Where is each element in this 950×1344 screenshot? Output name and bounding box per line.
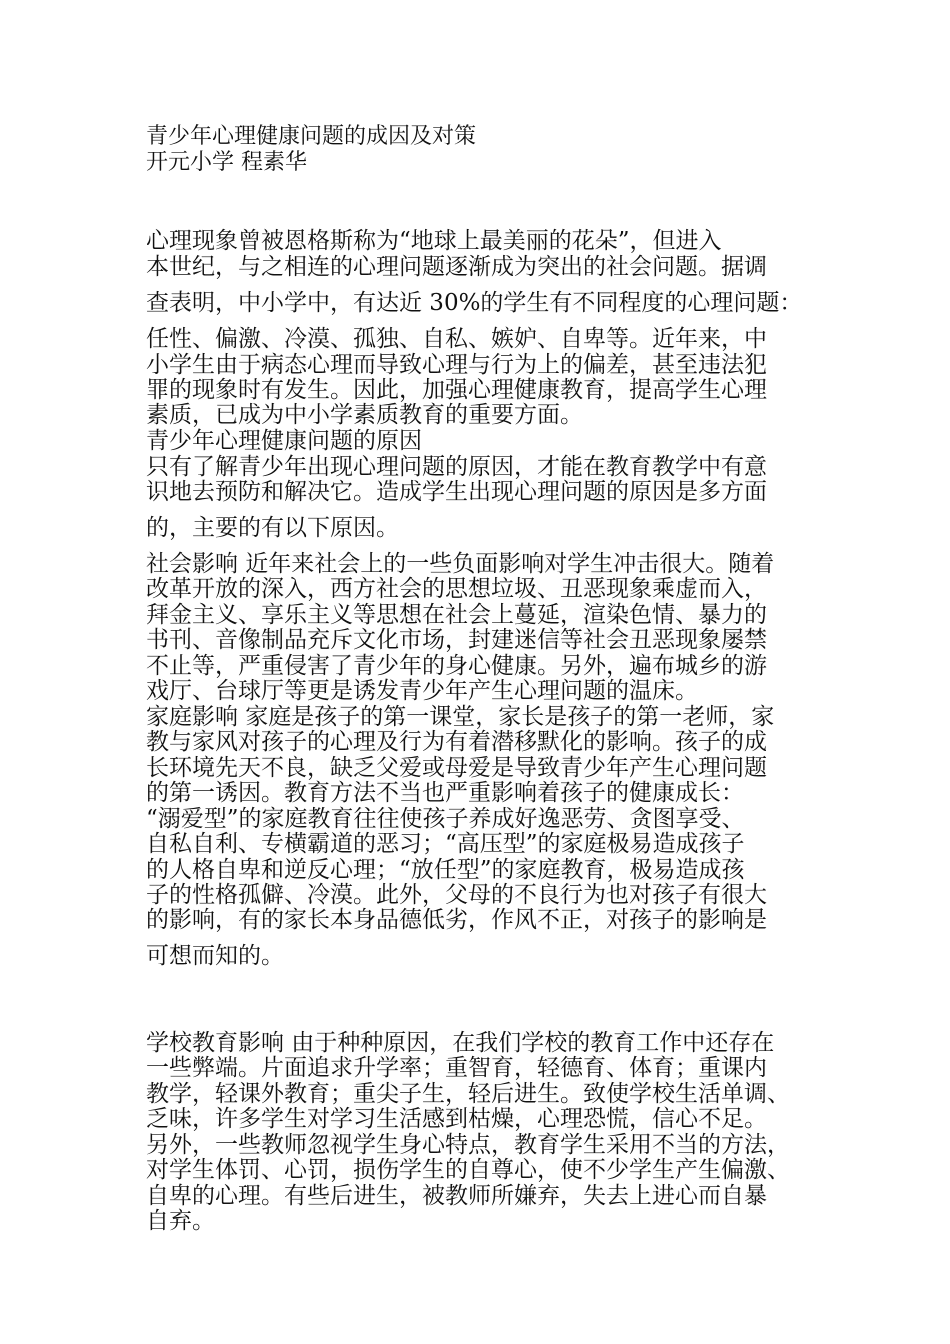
school-line: 学校教育影响 由于种种原因，在我们学校的教育工作中还存在 [146, 1030, 775, 1056]
intro-line: 小学生由于病态心理而导致心理与行为上的偏差，甚至违法犯 [146, 352, 767, 378]
school-line: 自弃。 [146, 1208, 215, 1234]
intro-line: 罪的现象时有发生。因此，加强心理健康教育，提高学生心理 [146, 377, 767, 403]
section-line: 识地去预防和解决它。造成学生出现心理问题的原因是多方面 [146, 479, 767, 505]
doc-author: 开元小学 程素华 [146, 150, 307, 175]
social-line: 书刊、音像制品充斥文化市场，封建迷信等社会丑恶现象屡禁 [146, 627, 767, 653]
family-line: 子的性格孤僻、冷漠。此外，父母的不良行为也对孩子有很大 [146, 882, 767, 908]
family-line: 可想而知的。 [146, 943, 284, 969]
school-line: 另外，一些教师忽视学生身心特点，教育学生采用不当的方法， [146, 1132, 790, 1158]
family-line: 的人格自卑和逆反心理；“放任型”的家庭教育，极易造成孩 [146, 857, 745, 883]
doc-title: 青少年心理健康问题的成因及对策 [146, 124, 477, 149]
family-line: 长环境先天不良，缺乏父爱或母爱是导致青少年产生心理问题 [146, 755, 767, 781]
family-line: 家庭影响 家庭是孩子的第一课堂，家长是孩子的第一老师，家 [146, 704, 775, 730]
social-line: 改革开放的深入，西方社会的思想垃圾、丑恶现象乘虚而入， [146, 576, 767, 602]
school-line: 自卑的心理。有些后进生，被教师所嫌弃，失去上进心而自暴 [146, 1183, 767, 1209]
social-line: 社会影响 近年来社会上的一些负面影响对学生冲击很大。随着 [146, 551, 775, 577]
family-line: 自私自利、专横霸道的恶习；“高压型”的家庭极易造成孩子 [146, 831, 745, 857]
section-line: 只有了解青少年出现心理问题的原因，才能在教育教学中有意 [146, 454, 767, 480]
family-line: 教与家风对孩子的心理及行为有着潜移默化的影响。孩子的成 [146, 729, 767, 755]
social-line: 不止等，严重侵害了青少年的身心健康。另外，遍布城乡的游 [146, 653, 767, 679]
social-line: 戏厅、台球厅等更是诱发青少年产生心理问题的温床。 [146, 678, 698, 704]
section-line: 的，主要的有以下原因。 [146, 515, 399, 541]
section-heading: 青少年心理健康问题的原因 [146, 428, 422, 454]
family-line: 的第一诱因。教育方法不当也严重影响着孩子的健康成长： [146, 780, 744, 806]
intro-line: 心理现象曾被恩格斯称为“地球上最美丽的花朵”，但进入 [146, 228, 722, 254]
social-line: 拜金主义、享乐主义等思想在社会上蔓延，渲染色情、暴力的 [146, 602, 767, 628]
school-line: 对学生体罚、心罚，损伤学生的自尊心，使不少学生产生偏激、 [146, 1157, 790, 1183]
school-line: 教学，轻课外教育；重尖子生，轻后进生。致使学校生活单调、 [146, 1081, 790, 1107]
intro-line: 任性、偏激、冷漠、孤独、自私、嫉妒、自卑等。近年来，中 [146, 326, 767, 352]
intro-line: 本世纪，与之相连的心理问题逐渐成为突出的社会问题。据调 [146, 254, 767, 280]
intro-line: 查表明，中小学中，有达近 30%的学生有不同程度的心理问题： [146, 290, 803, 316]
family-line: 的影响，有的家长本身品德低劣，作风不正，对孩子的影响是 [146, 907, 767, 933]
family-line: “溺爱型”的家庭教育往往使孩子养成好逸恶劳、贪图享受、 [146, 806, 745, 832]
school-line: 乏味，许多学生对学习生活感到枯燥，心理恐慌，信心不足。 [146, 1106, 767, 1132]
school-line: 一些弊端。片面追求升学率；重智育，轻德育、体育；重课内 [146, 1055, 767, 1081]
intro-line: 素质，已成为中小学素质教育的重要方面。 [146, 402, 583, 428]
